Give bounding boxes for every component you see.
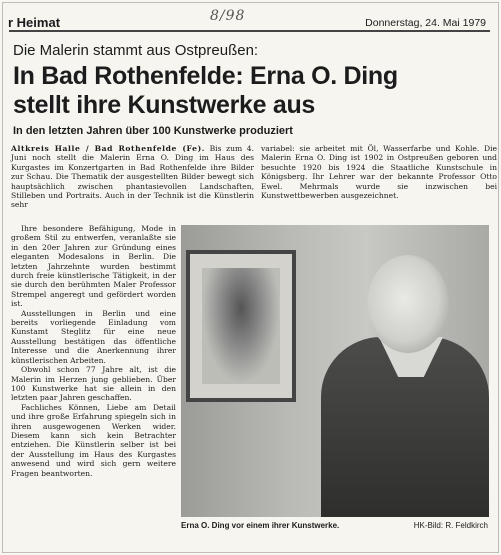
- painting-portrait: [202, 268, 280, 384]
- photo-caption: Erna O. Ding vor einem ihrer Kunstwerke.: [181, 521, 340, 530]
- paragraph: Ihre besondere Befähigung, Mode in großem Stil zu entwerfen, veranlaßte sie in den 20er Jahren zur Gründung eines eleganten Modesalons in Berlin. Die letzten Jahrzehnte wurden bestimmt durch freie künstlerische Tätigkeit, in der sie durch den berühmten Maler Professor Strempel angeregt und gefördert worden ist.: [11, 224, 176, 309]
- section-title: r Heimat: [8, 15, 61, 30]
- paragraph: [11, 144, 254, 210]
- issue-date: Donnerstag, 24. Mai 1979: [365, 17, 486, 29]
- article-column-2: [261, 144, 497, 200]
- headline-line-2: stellt ihre Kunstwerke aus: [13, 91, 316, 119]
- paragraph: variabel: sie arbeitet mit Öl, Wasserfarbe und Kohle. Die Malerin Erna O. Ding ist 1902 in Ostpreußen geboren und besuchte 1920 bis 1924 die Staatliche Kunstschule in Königsberg. Ihr Lehrer war der bekannte Professor Otto Ewel. Mehrmals wurde sie inzwischen bei Kunstwettbewerben ausgezeichnet.: [261, 144, 497, 201]
- article-photo: [181, 225, 489, 517]
- framed-painting: [186, 250, 296, 402]
- headline: [13, 62, 493, 120]
- newspaper-clipping: [2, 2, 499, 553]
- article-column-3: [11, 224, 176, 478]
- subheadline: In den letzten Jahren über 100 Kunstwerke produziert: [13, 125, 293, 137]
- artist-portrait: [367, 255, 449, 353]
- photo-credit: HK-Bild: R. Feldkirch: [413, 521, 488, 530]
- headline-line-1: In Bad Rothenfelde: Erna O. Ding: [13, 62, 398, 90]
- paragraph: Fachliches Können, Liebe am Detail und ihre große Erfahrung spiegeln sich in ihren ausgewogenen Werken wider. Diesem kann sich kein Betrachter entziehen. Die Künstlerin selber ist bei der Ausstellung im Haus des Kurgastes anwesend und wird sich gern weitere Fragen beantworten.: [11, 402, 176, 478]
- paragraph: Obwohl schon 77 Jahre alt, ist die Malerin im Herzen jung geblieben. Über 100 Kunstwerke hat sie allein in den letzten paar Jahren geschaffen.: [11, 365, 176, 403]
- article-column-1: [11, 144, 254, 210]
- kicker: Die Malerin stammt aus Ostpreußen:: [13, 42, 259, 59]
- dateline: Altkreis Halle / Bad Rothenfelde (Fe).: [11, 144, 206, 153]
- header-rule: [9, 30, 490, 32]
- handwritten-note: 8/98: [210, 8, 246, 24]
- paragraph: Ausstellungen in Berlin und eine bereits vorliegende Einladung vom Kunstamt Steglitz für eine neue Ausstellung bestätigen das öffentliche Interesse und die Anerkennung ihrer künstlerischen Arbeiten.: [11, 308, 176, 365]
- paragraph-text: Bis zum 4. Juni noch stellt die Malerin Erna O. Ding im Haus des Kurgastes im Konzertgarten in Bad Rothenfelde ihre Bilder zur Schau. Die Thematik der ausgestellten Bilder bewegt sich hauptsächlich zwischen phantasievollen Landschaften, Stilleben und Portraits. Auch in der Technik ist die Künstlerin sehr: [11, 144, 254, 210]
